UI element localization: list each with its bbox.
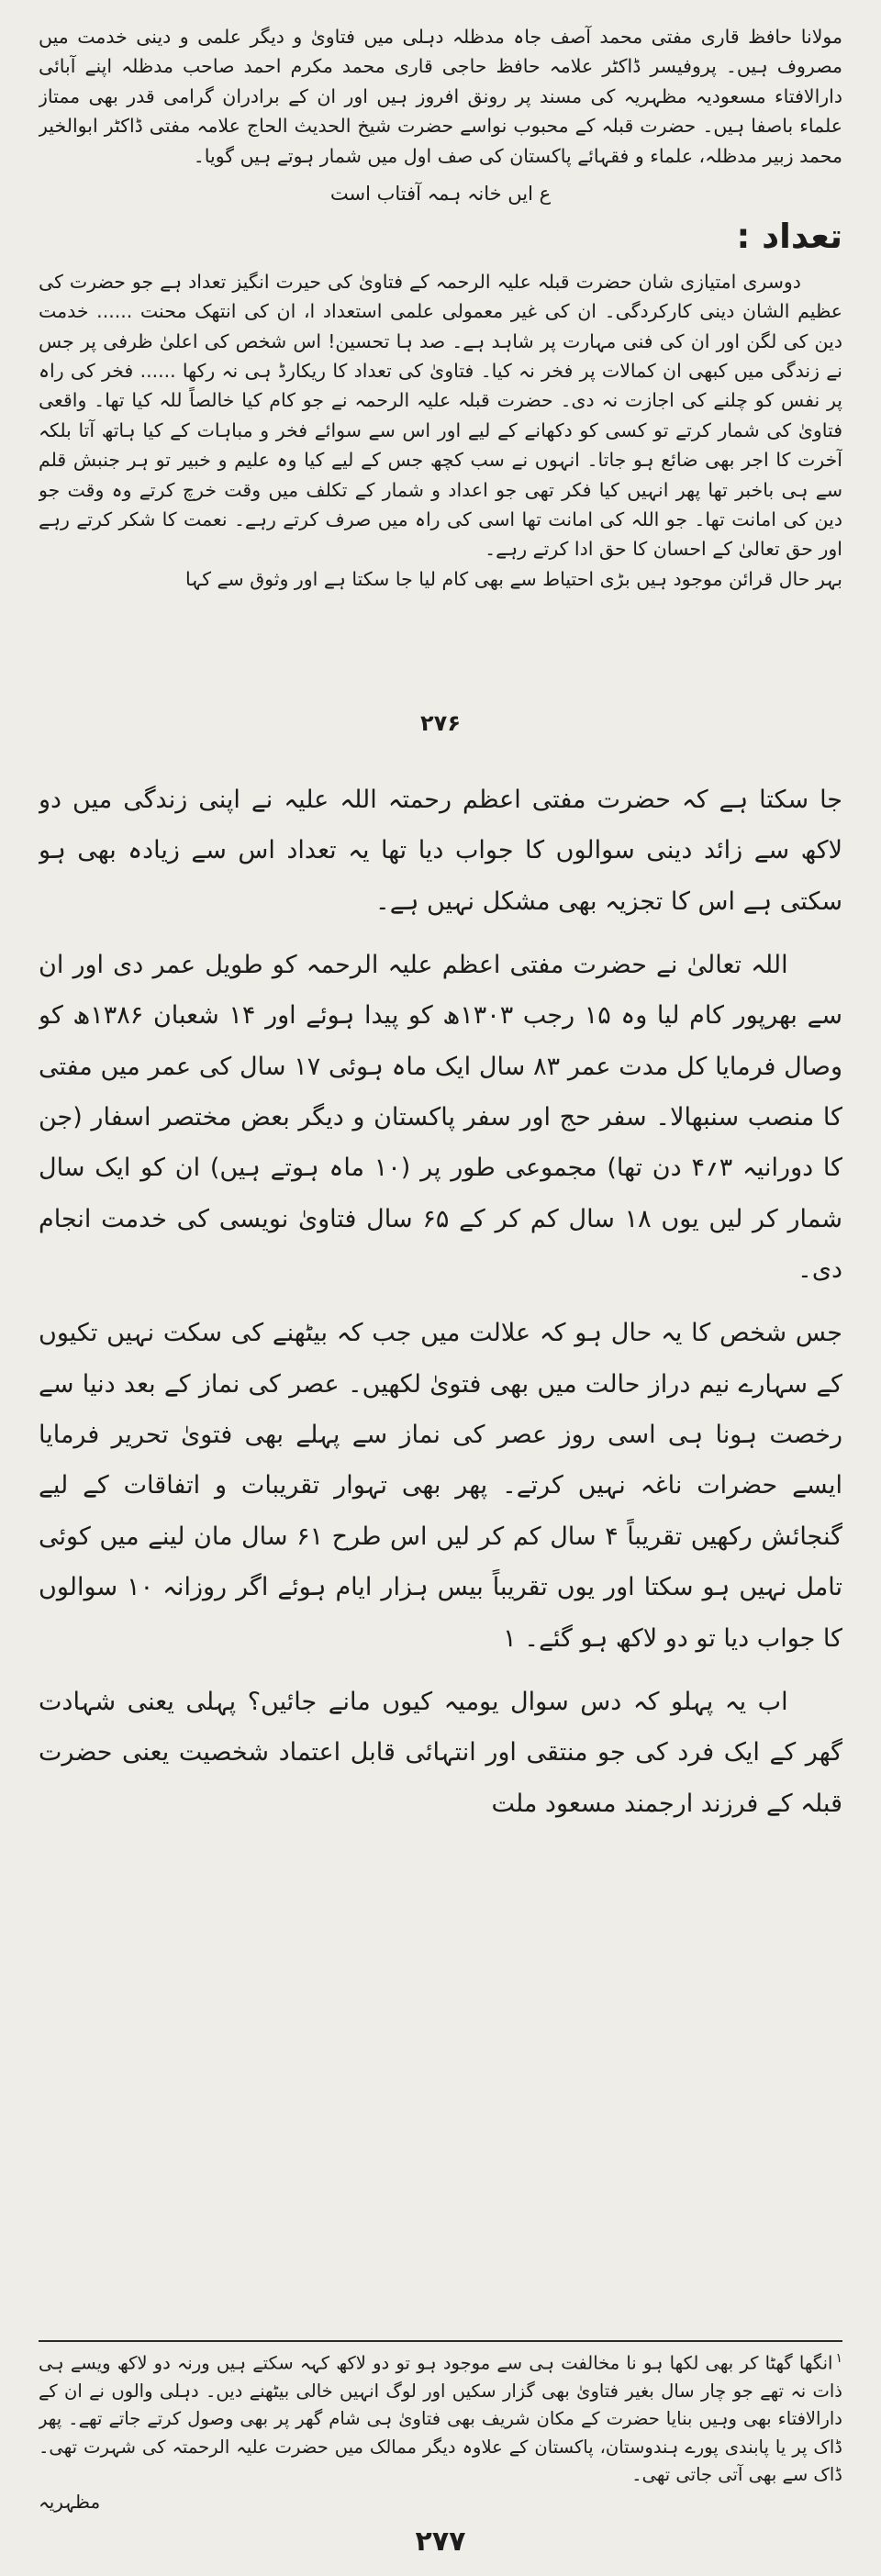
footnote-catchword: مظہریہ [39,2491,101,2513]
section-heading: تعداد : [736,216,842,256]
footnote-text [39,2349,842,2489]
body-paragraph: اللہ تعالیٰ نے حضرت مفتی اعظم علیہ الرحمہ کو طویل عمر دی اور ان سے بھرپور کام لیا وہ ۱۵ رجب ۱۳۰۳ھ کو پیدا ہوئے اور ۱۴ شعبان ۱۳۸۶ھ کو وصال فرمایا کل مدت عمر ۸۳ سال ایک ماہ ہوئی ۱۷ سال کی عمر میں مفتی کا منصب سنبھالا۔ سفر حج اور سفر پاکستان و دیگر بعض مختصر اسفار (جن کا دورانیہ ۳؍۴ دن تھا) مجموعی طور پر (۱۰ ماہ ہوتے ہیں) ان کو ایک سال شمار کر لیں یوں ۱۸ سال کم کر کے ۶۵ سال فتاویٰ نویسی کی خدمت انجام دی۔ [39,951,842,1285]
page-number: ۲۷۶ [420,710,461,736]
body-paragraph: بہر حال قرائن موجود ہیں بڑی احتیاط سے بھی کام لیا جا سکتا ہے اور وثوق سے کہا [185,567,842,590]
page-number: ۲۷۷ [415,2526,466,2558]
verse-line: ع ایں خانہ ہمہ آفتاب است [329,182,552,205]
body-paragraph: اب یہ پہلو کہ دس سوال یومیہ کیوں مانے جائیں؟ پہلی یعنی شہادت گھر کے ایک فرد کی جو منتقی اور انتہائی قابل اعتماد شخصیت یعنی حضرت قبلہ کے فرزند ارجمند مسعود ملت [39,1687,842,1818]
footnote-body: انگھا گھٹا کر بھی لکھا ہو نا مخالفت ہی سے موجود ہو تو دو لاکھ کہہ سکتے ہیں ورنہ دو لاکھ ویسے ہی ذات نہ تھے جو چار سال بغیر فتاویٰ بھی گزار سکیں اور لوگ انہیں خالی بیٹھنے دیں۔ دہلی والوں نے ان کے دارالافتاء بھی وہیں بنایا حضرت کے مکان شریف بھی فتاویٰ ہی شام گھر پر بھی وصول کرتے جاتے تھے۔ پھر ڈاک پر یا پابندی پورے ہندوستان، پاکستان کے علاوہ دیگر ممالک میں حضرت علیہ الرحمتہ کی شہرت تھی۔ ڈاک سے بھی آتی جاتی تھی۔ [39,2352,842,2485]
footnote-divider [39,2340,842,2342]
book-page-277 [39,736,842,2561]
footnote-marker: ۱ [835,2351,842,2367]
body-paragraph: جس شخص کا یہ حال ہو کہ علالت میں جب کہ بیٹھنے کی سکت نہیں تکیوں کے سہارے نیم دراز حالت میں بھی فتویٰ لکھیں۔ عصر کی نماز کے بعد دنیا سے رخصت ہونا ہی اسی روز عصر کی نماز سے پہلے بھی فتویٰ تحریر فرمایا ایسے حضرات ناغہ نہیں کرتے۔ پھر بھی تہوار تقریبات و اتفاقات کے لیے گنجائش رکھیں تقریباً ۴ سال کم کر لیں اس طرح ۶۱ سال مان لینے میں کوئی تامل نہیں ہو سکتا اور یوں تقریباً بیس ہزار ایام ہوئے اگر روزانہ ۱۰ سوالوں کا جواب دیا تو دو لاکھ ہو گئے۔ ۱ [39,1319,842,1653]
book-page-276 [39,22,842,736]
body-paragraph: دوسری امتیازی شان حضرت قبلہ علیہ الرحمہ کے فتاویٰ کی حیرت انگیز تعداد ہے جو حضرت کی عظیم الشان دینی کارکردگی۔ ان کی غیر معمولی علمی استعداد ا، ان کی انتھک محنت ...... خدمت دین کی لگن اور ان کی فنی مہارت پر شاہد ہے۔ صد ہا تحسین! اس شخص کی اعلیٰ ظرفی پر جس نے زندگی میں کبھی ان کمالات پر فخر نہ کیا۔ فتاویٰ کی تعداد کا ریکارڈ ہی نہ رکھا ...... فخر کی راہ پر نفس کو چلنے کی اجازت نہ دی۔ حضرت قبلہ علیہ الرحمہ نے جو کام کیا خالصاً للہ کیا تھا۔ واقعی فتاویٰ کی شمار کرتے تو کسی کو دکھانے کے لیے اور اس سے سوائے فخر و مباہات کے کیا ہاتھ آتا بلکہ آخرت کا اجر بھی ضائع ہو جاتا۔ انہوں نے سب کچھ جس کے لیے کیا وہ علیم و خبیر تو ہر جنبش قلم سے ہی باخبر تھا پھر انہیں کیا فکر تھی جو اعداد و شمار کے تکلف میں وقت خرچ کرتے وہ وقت جو دین کی امانت تھا۔ جو اللہ کی امانت تھا اسی کی راہ میں صرف کرتے رہے۔ نعمت کا شکر کرتے رہے اور حق تعالیٰ کے احسان کا حق ادا کرتے رہے۔ [39,270,842,561]
intro-paragraph: مولانا حافظ قاری مفتی محمد آصف جاہ مدظلہ دہلی میں فتاویٰ و دیگر علمی و دینی خدمت میں مصروف ہیں۔ پروفیسر ڈاکٹر علامہ حافظ حاجی قاری محمد مکرم احمد صاحب مدظلہ اپنے آبائی دارالافتاء مسعودیہ مظہریہ کی مسند پر رونق افروز ہیں اور ان کے برادران گرامی قدر بھی ممتاز علماء باصفا ہیں۔ حضرت قبلہ کے محبوب نواسے حضرت شیخ الحدیث الحاج علامہ مفتی ڈاکٹر ابوالخیر محمد زبیر مدظلہ، علماء و فقہائے پاکستان کی صف اول میں شمار ہوتے ہیں گویا۔ [39,26,842,167]
body-paragraph: جا سکتا ہے کہ حضرت مفتی اعظم رحمتہ اللہ علیہ نے اپنی زندگی میں دو لاکھ سے زائد دینی سوالوں کا جواب دیا تھا یہ تعداد اس سے زیادہ بھی ہو سکتی ہے اس کا تجزیہ بھی مشکل نہیں ہے۔ [39,786,842,916]
footnote [39,2335,842,2513]
